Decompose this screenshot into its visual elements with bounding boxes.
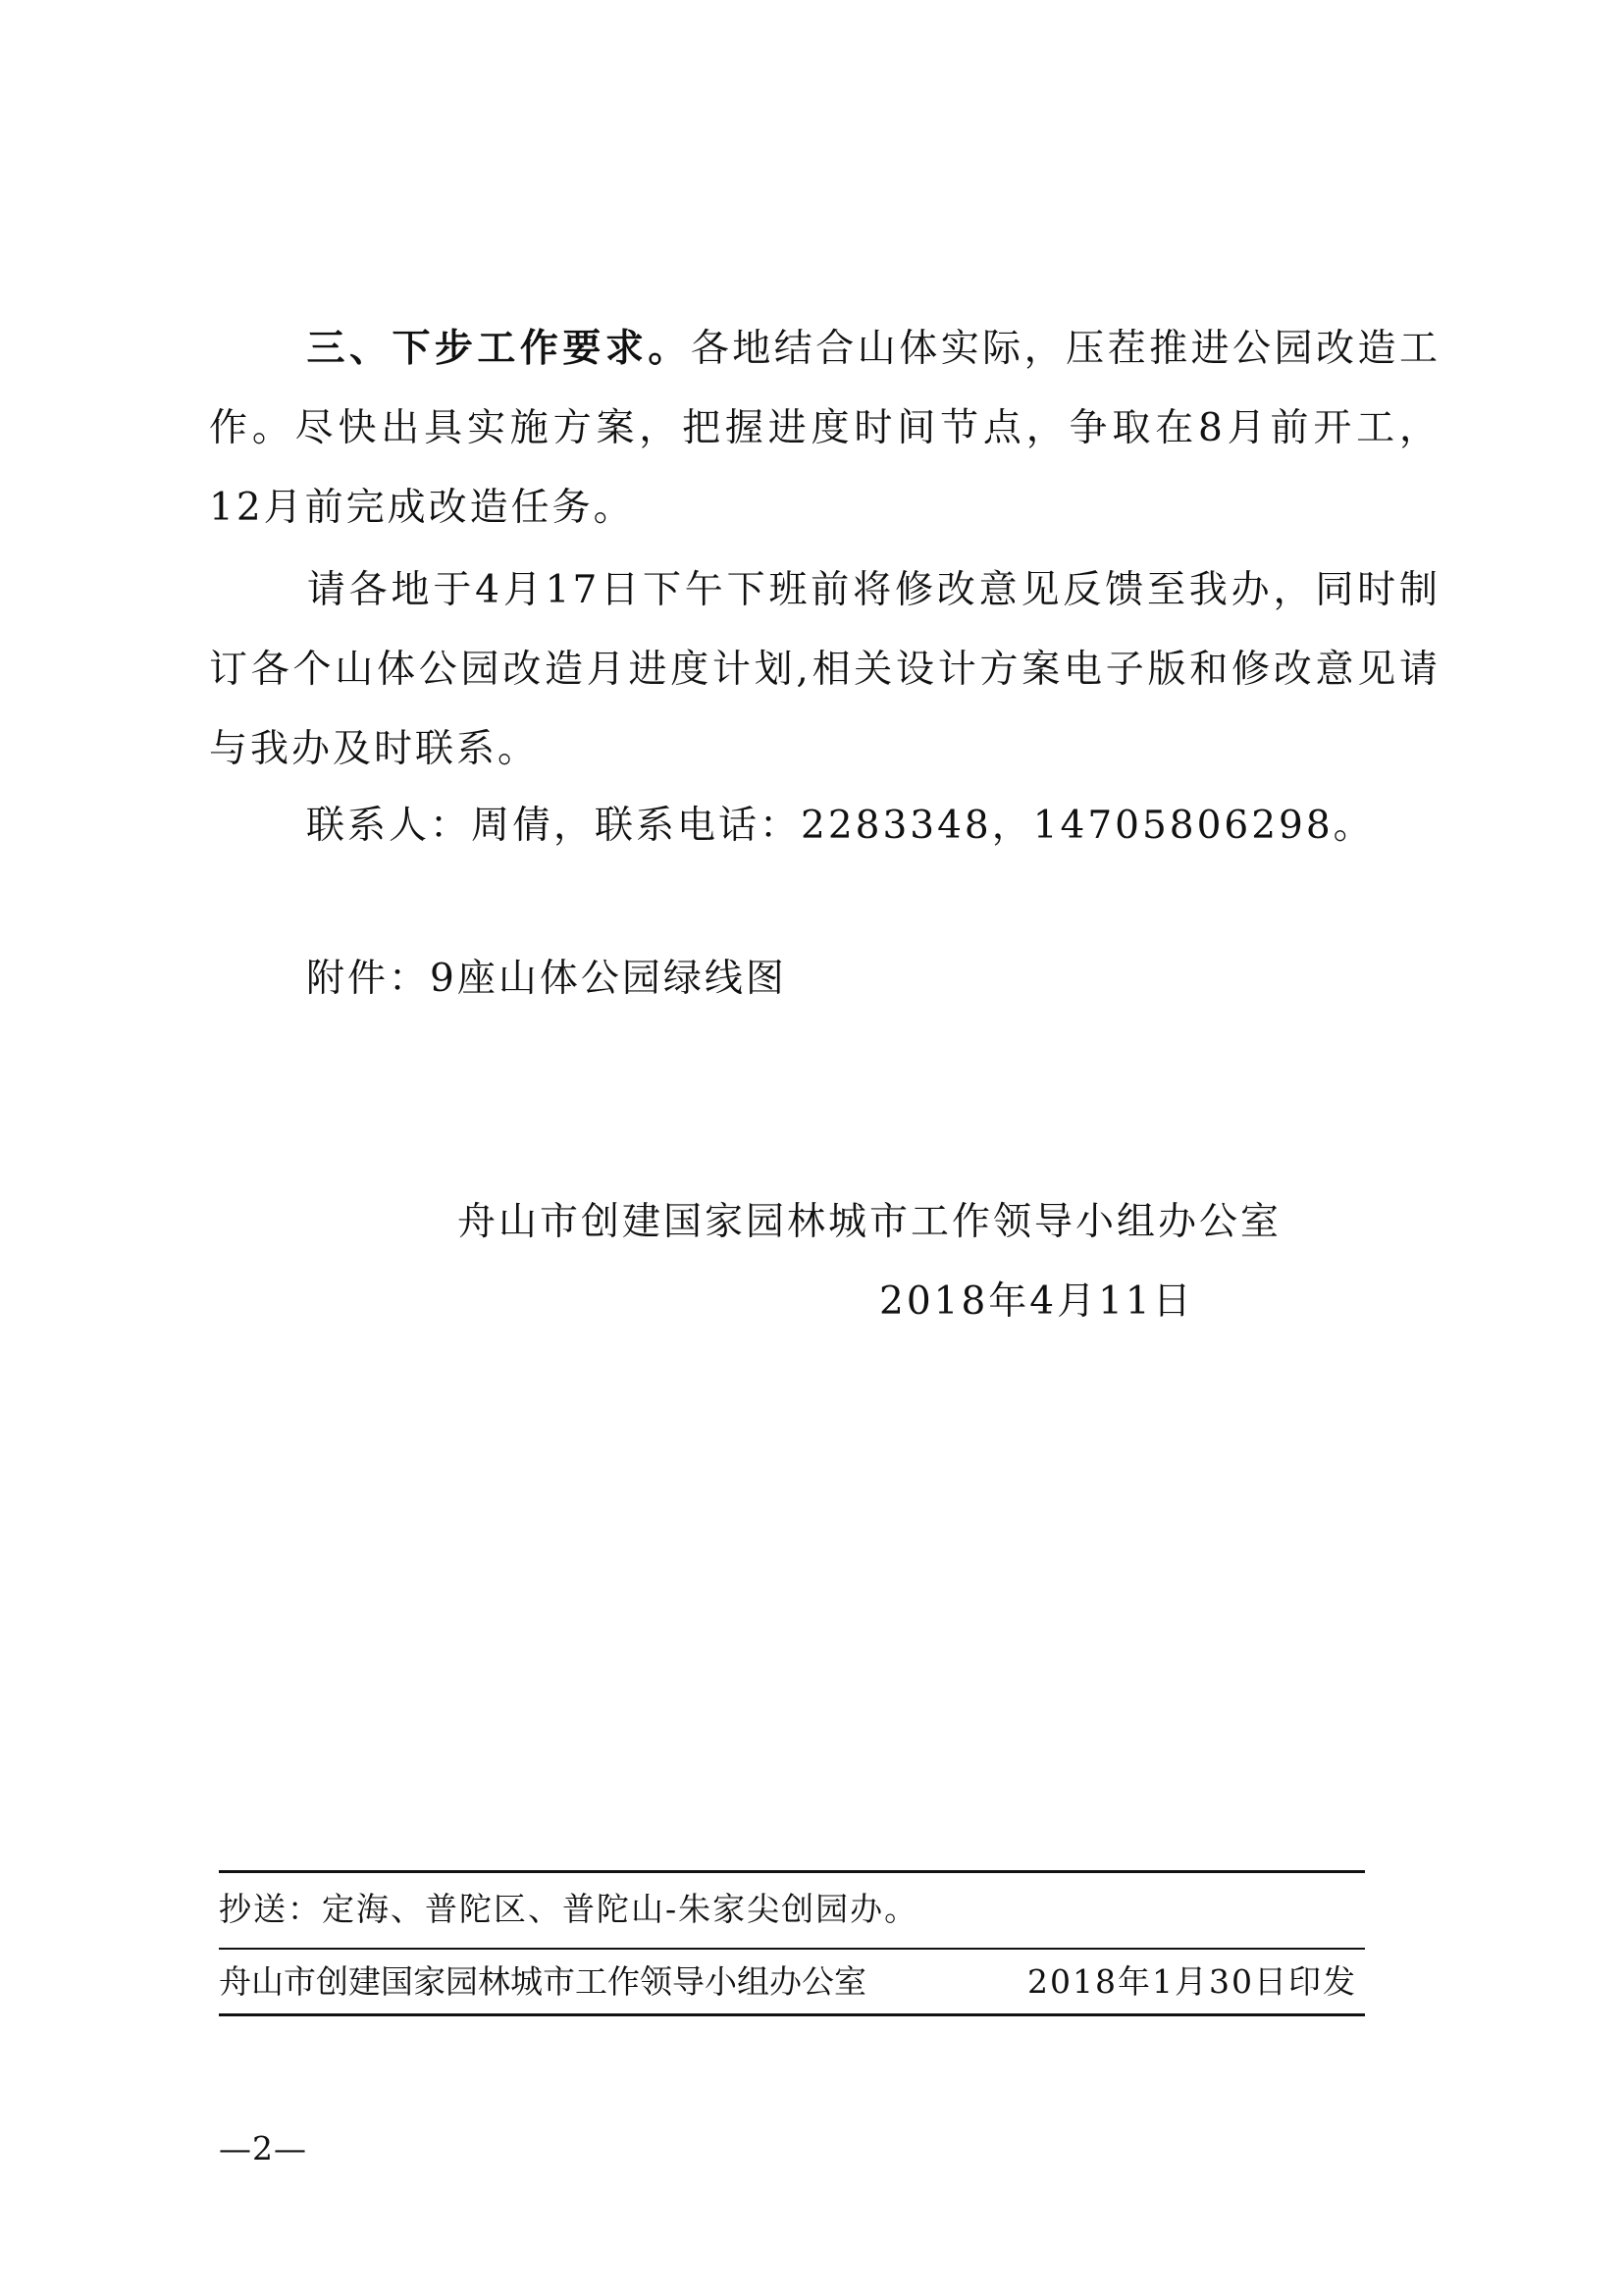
print-date: 2018年1月30日印发 [1027,1962,1357,2001]
request-paragraph [209,550,1441,789]
attachment-paragraph [209,939,1441,1018]
footer-middle-rule [219,1948,1365,1950]
print-organization: 舟山市创建国家园林城市工作领导小组办公室 [219,1962,866,2001]
section-3-heading: 三、下步工作要求。 [306,327,691,371]
contact-text: 联系人：周倩，联系电话：2283348，14705806298。 [306,804,1375,848]
footer-bottom-rule [219,2013,1365,2016]
footer-top-rule [219,1870,1365,1873]
contact-paragraph [209,786,1441,865]
print-info-line [219,1955,1357,2009]
signature-organization: 舟山市创建国家园林城市工作领导小组办公室 [457,1200,1283,1244]
attachment-text: 附件：9座山体公园绿线图 [306,957,787,1001]
section-3-body: 各地结合山体实际，压茬推进公园改造工作。尽快出具实施方案，把握进度时间节点，争取在8月前开工，12月前完成改造任务。 [209,327,1441,530]
page-number: —2— [219,2129,307,2167]
signature-date: 2018年4月11日 [879,1279,1194,1324]
section-3-paragraph [209,309,1441,548]
request-text: 请各地于4月17日下午下班前将修改意见反馈至我办，同时制订各个山体公园改造月进度计划,相关设计方案电子版和修改意见请与我办及时联系。 [209,568,1441,771]
cc-line: 抄送：定海、普陀区、普陀山-朱家尖创园办。 [219,1890,919,1928]
